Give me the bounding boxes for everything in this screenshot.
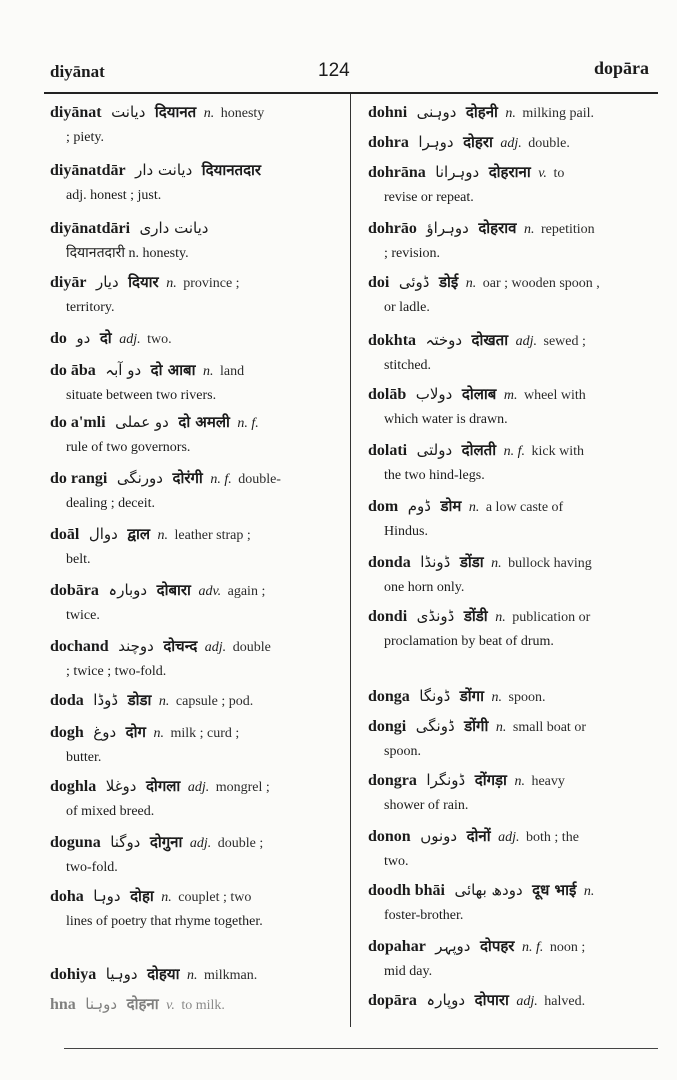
dictionary-entry [50,410,338,460]
definition: to milk. [181,998,225,1013]
definition: publication or [512,610,591,625]
definition-continuation: of mixed breed. [66,804,155,819]
part-of-speech: n. [465,276,477,291]
headword: diyānatdāri [50,220,131,237]
definition: province ; [183,276,240,291]
definition: both ; the [526,830,579,845]
definition: sewed ; [543,334,586,349]
part-of-speech: n. [158,694,170,709]
definition: leather strap ; [174,528,251,543]
dictionary-entry [368,382,658,432]
definition-continuation: ; piety. [66,130,104,145]
definition: oar ; wooden spoon , [482,276,600,291]
headword: dongra [368,772,417,789]
urdu-script: دوبارہ [108,581,148,599]
dictionary-entry [368,160,658,210]
definition: small boat or [512,720,586,735]
hindi-script: दो अमली [178,413,230,431]
urdu-script: دو آبہ [105,361,142,379]
part-of-speech: v. [538,166,547,181]
hindi-script: दोखता [471,331,509,349]
definition: land [219,364,245,379]
definition: double- [238,472,281,487]
urdu-script: دوپہر [435,937,471,955]
part-of-speech: adj. [516,994,538,1009]
headword: dochand [50,638,109,655]
definition-continuation: foster-brother. [384,908,464,923]
hindi-script: दोहा [130,887,154,905]
dictionary-entry [50,634,338,684]
urdu-script: ڈوئی [398,273,430,291]
urdu-script: دولتی [416,441,453,459]
dictionary-entry [368,988,658,1014]
hindi-script: डोंडा [459,553,484,571]
hindi-script: दोनों [466,827,491,845]
headword: donda [368,554,411,571]
part-of-speech: n. [495,720,507,735]
column-divider [350,94,351,1027]
definition-continuation: ; twice ; two-fold. [66,664,167,679]
definition: capsule ; pod. [175,694,254,709]
dictionary-entry [50,270,338,320]
part-of-speech: n. [514,774,525,789]
part-of-speech: n. [202,364,214,379]
definition-continuation: the two hind-legs. [384,468,485,483]
hindi-script: डोंगी [464,717,489,735]
definition-continuation: revise or repeat. [384,190,474,205]
part-of-speech: adj. [515,334,537,349]
part-of-speech: m. [503,388,518,403]
hindi-script: द्वाल [127,525,151,543]
definition: milkman. [203,968,258,983]
headword: do [50,330,67,347]
urdu-script: دیار [95,273,119,291]
hindi-script: दोहराव [478,219,517,237]
definition-continuation: twice. [66,608,100,623]
urdu-script: دیانت دار [135,161,193,179]
dictionary-entry [50,158,338,208]
page-number: 124 [318,60,350,81]
definition: double ; [217,836,264,851]
hindi-script: डोई [438,273,459,291]
dictionary-entry [368,100,658,126]
dictionary-entry [50,720,338,770]
dictionary-entry [368,714,658,764]
definition: halved. [544,994,586,1009]
hindi-script: दियानत [154,103,197,121]
headword: donga [368,688,410,705]
dictionary-entry [368,684,658,710]
part-of-speech: n. [157,528,169,543]
definition-continuation: spoon. [384,744,421,759]
part-of-speech: adv. [198,584,222,599]
urdu-script: ڈوڈا [93,691,119,709]
definition: again ; [227,584,266,599]
urdu-script: دوہنا [85,995,118,1013]
part-of-speech: adj. [500,136,522,151]
headword: dogh [50,724,84,741]
dictionary-entry [368,550,658,600]
definition-continuation: two. [384,854,409,869]
part-of-speech: adj. [498,830,520,845]
dictionary-entry [368,494,658,544]
definition: noon ; [549,940,586,955]
hindi-script: दो [99,329,112,347]
definition: heavy [531,774,565,789]
part-of-speech: adj. [204,640,227,655]
urdu-script: دوہرانا [435,163,480,181]
dictionary-entry [50,962,338,988]
headword: dokhta [368,332,417,349]
dictionary-entry [50,522,338,572]
definition-continuation: proclamation by beat of drum. [384,634,554,649]
urdu-script: دیانت داری [139,219,209,237]
dictionary-entry [368,768,658,818]
headword: doāl [50,526,80,543]
urdu-script: دوہا [93,887,121,905]
part-of-speech: n. f. [237,416,259,431]
headword: diyār [50,274,87,291]
definition: double. [528,136,570,151]
part-of-speech: n. [495,610,506,625]
definition-continuation: stitched. [384,358,432,373]
urdu-script: دوغ [93,723,117,741]
right-guide-word: dopāra [593,58,649,78]
definition-continuation: territory. [66,300,115,315]
dictionary-entry [50,688,338,714]
dictionary-entry [50,216,338,266]
dictionary-entry [50,326,338,352]
part-of-speech: n. [153,726,164,741]
part-of-speech: n. f. [521,940,544,955]
hindi-script: दूध भाई [532,881,577,899]
hindi-script: दोबारा [156,581,191,599]
hindi-script: दोहया [147,965,180,983]
urdu-script: دوہیا [105,965,138,983]
dictionary-entry [368,604,658,654]
headword: dongi [368,718,407,735]
definition: kick with [531,444,585,459]
dictionary-entry [50,358,338,408]
headword: doha [50,888,84,905]
definition-continuation: which water is drawn. [384,412,508,427]
definition: honesty [220,106,265,121]
headword: dom [368,498,399,515]
urdu-script: دورنگی [116,469,163,487]
definition-continuation: lines of poetry that rhyme together. [66,914,263,929]
headword: dohni [368,104,408,121]
headword: doodh bhāi [368,882,445,899]
urdu-script: دولاب [415,385,453,403]
headword: dolati [368,442,408,459]
left-guide-word: diyānat [50,62,105,81]
headword: dobāra [50,582,99,599]
part-of-speech: v. [166,998,175,1013]
headword: do āba [50,362,96,379]
footer-rule [64,1048,658,1049]
part-of-speech: adj. [187,780,210,795]
urdu-script: ڈونگا [419,687,451,705]
dictionary-entry [368,824,658,874]
part-of-speech: adj. [119,332,141,347]
headword: do rangi [50,470,108,487]
headword: dohiya [50,966,97,983]
definition-continuation: dealing ; deceit. [66,496,156,511]
definition: milk ; curd ; [170,726,240,741]
definition: wheel with [523,388,586,403]
urdu-script: دوپارہ [426,991,466,1009]
dictionary-entry [368,328,658,378]
part-of-speech: n. [505,106,516,121]
headword: do a'mli [50,414,106,431]
urdu-script: دوہراؤ [426,219,469,237]
hindi-script: दोहनी [465,103,498,121]
hindi-script: दोचन्द [163,637,198,655]
hindi-script: दो आबा [150,361,196,379]
hindi-script: दियार [128,273,159,291]
dictionary-entry [50,884,338,934]
header-rule [44,92,658,94]
dictionary-entry [50,578,338,628]
headword: doghla [50,778,97,795]
headword: dohra [368,134,409,151]
urdu-script: دو عملی [115,413,169,431]
urdu-script: ڈونگرا [426,771,466,789]
hindi-script: डोंगा [459,687,484,705]
urdu-script: دوہنی [416,103,457,121]
part-of-speech: n. [203,106,215,121]
page-header [0,58,677,88]
hindi-script: दोहरा [463,133,493,151]
urdu-script: دوہرا [418,133,454,151]
headword: dopahar [368,938,426,955]
dictionary-entry [368,438,658,488]
urdu-script: ڈوم [407,497,431,515]
definition: to [553,166,565,181]
definition: milking pail. [522,106,594,121]
urdu-script: دوگنا [110,833,141,851]
headword: dohrāna [368,164,426,181]
part-of-speech: n. f. [503,444,526,459]
headword: dolāb [368,386,407,403]
definition-continuation: situate between two rivers. [66,388,217,403]
hindi-script: दोहराना [488,163,531,181]
definition-continuation: adj. honest ; just. [66,188,162,203]
definition-continuation: ; revision. [384,246,440,261]
definition: mongrel ; [215,780,270,795]
hindi-script: डोम [440,497,462,515]
hindi-script: दोगला [145,777,181,795]
definition: spoon. [508,690,546,705]
hindi-script: डोंडी [463,607,488,625]
part-of-speech: n. [166,276,177,291]
urdu-script: دوچند [118,637,154,655]
dictionary-entry [50,774,338,824]
urdu-script: دودھ بھائی [454,881,523,899]
part-of-speech: adj. [189,836,212,851]
hindi-script: दोंगड़ा [474,771,507,789]
part-of-speech: n. [491,556,502,571]
headword: dopāra [368,992,417,1009]
dictionary-entry [368,130,658,156]
dictionary-entry [50,466,338,516]
part-of-speech: n. [583,884,595,899]
urdu-script: دو [76,329,91,347]
dictionary-entry [368,934,658,984]
headword: donon [368,828,411,845]
part-of-speech: n. f. [210,472,232,487]
definition-continuation: shower of rain. [384,798,469,813]
hindi-script: दोहना [126,995,159,1013]
urdu-script: دوال [88,525,118,543]
headword: doi [368,274,390,291]
dictionary-entry [50,992,338,1018]
dictionary-entry [368,878,658,928]
definition: a low caste of [485,500,564,515]
urdu-script: ڈونڈی [416,607,455,625]
headword: diyānatdār [50,162,126,179]
definition: repetition [541,222,595,237]
urdu-script: ڈونڈا [420,553,451,571]
urdu-script: ڈونگی [415,717,455,735]
dictionary-entry [50,100,338,150]
hindi-script: दोलती [461,441,497,459]
dictionary-entry [368,216,658,266]
definition-continuation: butter. [66,750,102,765]
part-of-speech: n. [161,890,172,905]
part-of-speech: n. [186,968,198,983]
dictionary-entry [368,270,658,320]
hindi-script: दोग [125,723,146,741]
hindi-script: दोगुना [149,833,183,851]
headword: doda [50,692,84,709]
urdu-script: دیانت [111,103,146,121]
definition-continuation: two-fold. [66,860,118,875]
definition-continuation: Hindus. [384,524,428,539]
definition-continuation: rule of two governors. [66,440,191,455]
definition: double [232,640,271,655]
definition: bullock having [508,556,592,571]
urdu-script: دوغلا [105,777,137,795]
hindi-script: दियानतदार [201,161,262,179]
headword: hna [50,996,76,1013]
definition-continuation: mid day. [384,964,433,979]
definition: two. [147,332,172,347]
definition-continuation: belt. [66,552,91,567]
headword: diyānat [50,104,102,121]
definition: couplet ; two [178,890,252,905]
part-of-speech: n. [524,222,535,237]
hindi-script: दोरंगी [172,469,203,487]
part-of-speech: n. [468,500,480,515]
urdu-script: دونوں [420,827,458,845]
definition-continuation: one horn only. [384,580,465,595]
hindi-script: दोपारा [474,991,509,1009]
definition-continuation: दियानतदारी n. honesty. [66,246,189,261]
definition-continuation: or ladle. [384,300,430,315]
dictionary-entry [50,830,338,880]
urdu-script: دوختہ [425,331,463,349]
part-of-speech: n. [491,690,502,705]
hindi-script: दोपहर [479,937,515,955]
headword: dohrāo [368,220,417,237]
hindi-script: दोलाब [461,385,497,403]
hindi-script: डोडा [127,691,152,709]
headword: dondi [368,608,408,625]
headword: doguna [50,834,101,851]
